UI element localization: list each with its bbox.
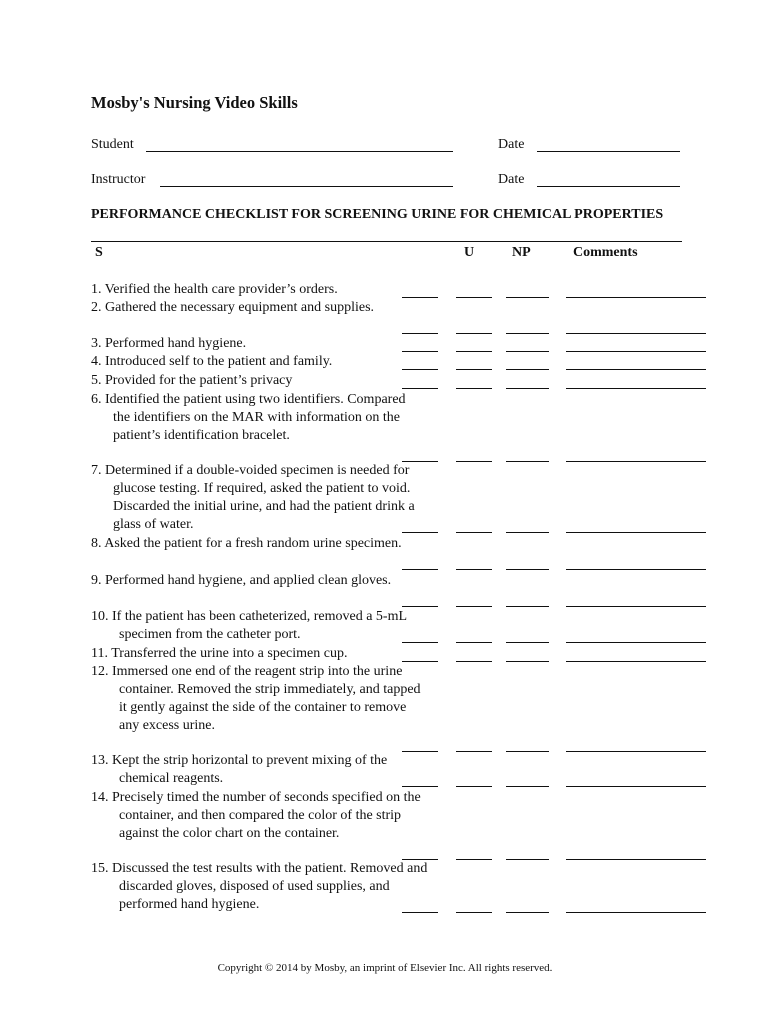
u-blank[interactable] — [456, 369, 492, 370]
u-blank[interactable] — [456, 388, 492, 389]
u-blank[interactable] — [456, 461, 492, 462]
checklist-item: 12. Immersed one end of the reagent strip into the urine container. Removed the strip immediately, and tapped it gently against the side of the container to remove any excess urine. — [91, 664, 421, 733]
checklist-item: 8. Asked the patient for a fresh random urine specimen. — [91, 536, 402, 551]
comments-blank[interactable] — [566, 912, 706, 913]
checklist-item: 9. Performed hand hygiene, and applied clean gloves. — [91, 573, 392, 588]
s-blank[interactable] — [402, 569, 438, 570]
comments-blank[interactable] — [566, 786, 706, 787]
comments-blank[interactable] — [566, 532, 706, 533]
comments-blank[interactable] — [566, 461, 706, 462]
checklist-item: 14. Precisely timed the number of seconds specified on the container, and then compared the color of the strip against the color chart on the container. — [91, 790, 421, 841]
comments-blank[interactable] — [566, 388, 706, 389]
checklist-item: 3. Performed hand hygiene. — [91, 336, 247, 351]
u-blank[interactable] — [456, 786, 492, 787]
s-blank[interactable] — [402, 369, 438, 370]
u-blank[interactable] — [456, 606, 492, 607]
np-blank[interactable] — [506, 751, 549, 752]
column-comments: Comments — [573, 245, 638, 260]
np-blank[interactable] — [506, 569, 549, 570]
checklist-item: 5. Provided for the patient’s privacy — [91, 373, 293, 388]
checklist-item: 1. Verified the health care provider’s orders. — [91, 282, 338, 297]
checklist-title: PERFORMANCE CHECKLIST FOR SCREENING URINE FOR CHEMICAL PROPERTIES — [91, 207, 664, 222]
checklist-item: 10. If the patient has been catheterized, removed a 5-mL specimen from the catheter port. — [91, 609, 407, 642]
s-blank[interactable] — [402, 661, 438, 662]
np-blank[interactable] — [506, 388, 549, 389]
date-label-instructor: Date — [498, 172, 525, 187]
np-blank[interactable] — [506, 912, 549, 913]
u-blank[interactable] — [456, 532, 492, 533]
np-blank[interactable] — [506, 369, 549, 370]
copyright-footer: Copyright © 2014 by Mosby, an imprint of Elsevier Inc. All rights reserved. — [217, 962, 553, 974]
comments-blank[interactable] — [566, 859, 706, 860]
np-blank[interactable] — [506, 351, 549, 352]
u-blank[interactable] — [456, 333, 492, 334]
s-blank[interactable] — [402, 786, 438, 787]
comments-blank[interactable] — [566, 333, 706, 334]
np-blank[interactable] — [506, 461, 549, 462]
u-blank[interactable] — [456, 912, 492, 913]
comments-blank[interactable] — [566, 606, 706, 607]
u-blank[interactable] — [456, 661, 492, 662]
instructor-label: Instructor — [91, 172, 146, 187]
s-blank[interactable] — [402, 351, 438, 352]
u-blank[interactable] — [456, 297, 492, 298]
s-blank[interactable] — [402, 388, 438, 389]
comments-blank[interactable] — [566, 751, 706, 752]
column-np: NP — [512, 245, 531, 260]
student-name-field[interactable] — [146, 151, 453, 152]
checklist-item: 6. Identified the patient using two identifiers. Compared the identifiers on the MAR with information on the patient’s identification bracelet. — [91, 392, 406, 443]
comments-blank[interactable] — [566, 351, 706, 352]
comments-blank[interactable] — [566, 661, 706, 662]
s-blank[interactable] — [402, 642, 438, 643]
checklist-item: 15. Discussed the test results with the patient. Removed and discarded gloves, disposed of used supplies, and performed hand hygiene. — [91, 861, 428, 912]
np-blank[interactable] — [506, 606, 549, 607]
comments-blank[interactable] — [566, 642, 706, 643]
checklist-item: 7. Determined if a double-voided specimen is needed for glucose testing. If required, asked the patient to void. Discarded the initial urine, and had the patient drink a glass of water. — [91, 463, 415, 532]
checklist-item: 2. Gathered the necessary equipment and supplies. — [91, 300, 375, 315]
comments-blank[interactable] — [566, 569, 706, 570]
student-label: Student — [91, 137, 134, 152]
column-u: U — [464, 245, 475, 260]
instructor-date-field[interactable] — [537, 186, 680, 187]
student-date-field[interactable] — [537, 151, 680, 152]
np-blank[interactable] — [506, 642, 549, 643]
comments-blank[interactable] — [566, 297, 706, 298]
heading-rule — [91, 241, 682, 242]
u-blank[interactable] — [456, 569, 492, 570]
np-blank[interactable] — [506, 661, 549, 662]
column-s: S — [95, 245, 103, 260]
np-blank[interactable] — [506, 532, 549, 533]
s-blank[interactable] — [402, 912, 438, 913]
date-label-student: Date — [498, 137, 525, 152]
s-blank[interactable] — [402, 606, 438, 607]
u-blank[interactable] — [456, 859, 492, 860]
instructor-name-field[interactable] — [160, 186, 453, 187]
comments-blank[interactable] — [566, 369, 706, 370]
checklist-item: 11. Transferred the urine into a specimen cup. — [91, 646, 348, 661]
u-blank[interactable] — [456, 642, 492, 643]
u-blank[interactable] — [456, 751, 492, 752]
checklist-item: 13. Kept the strip horizontal to prevent mixing of the chemical reagents. — [91, 753, 388, 786]
np-blank[interactable] — [506, 786, 549, 787]
page-title: Mosby's Nursing Video Skills — [91, 93, 298, 112]
np-blank[interactable] — [506, 333, 549, 334]
u-blank[interactable] — [456, 351, 492, 352]
s-blank[interactable] — [402, 297, 438, 298]
np-blank[interactable] — [506, 297, 549, 298]
s-blank[interactable] — [402, 333, 438, 334]
checklist-item: 4. Introduced self to the patient and family. — [91, 354, 333, 369]
s-blank[interactable] — [402, 532, 438, 533]
np-blank[interactable] — [506, 859, 549, 860]
